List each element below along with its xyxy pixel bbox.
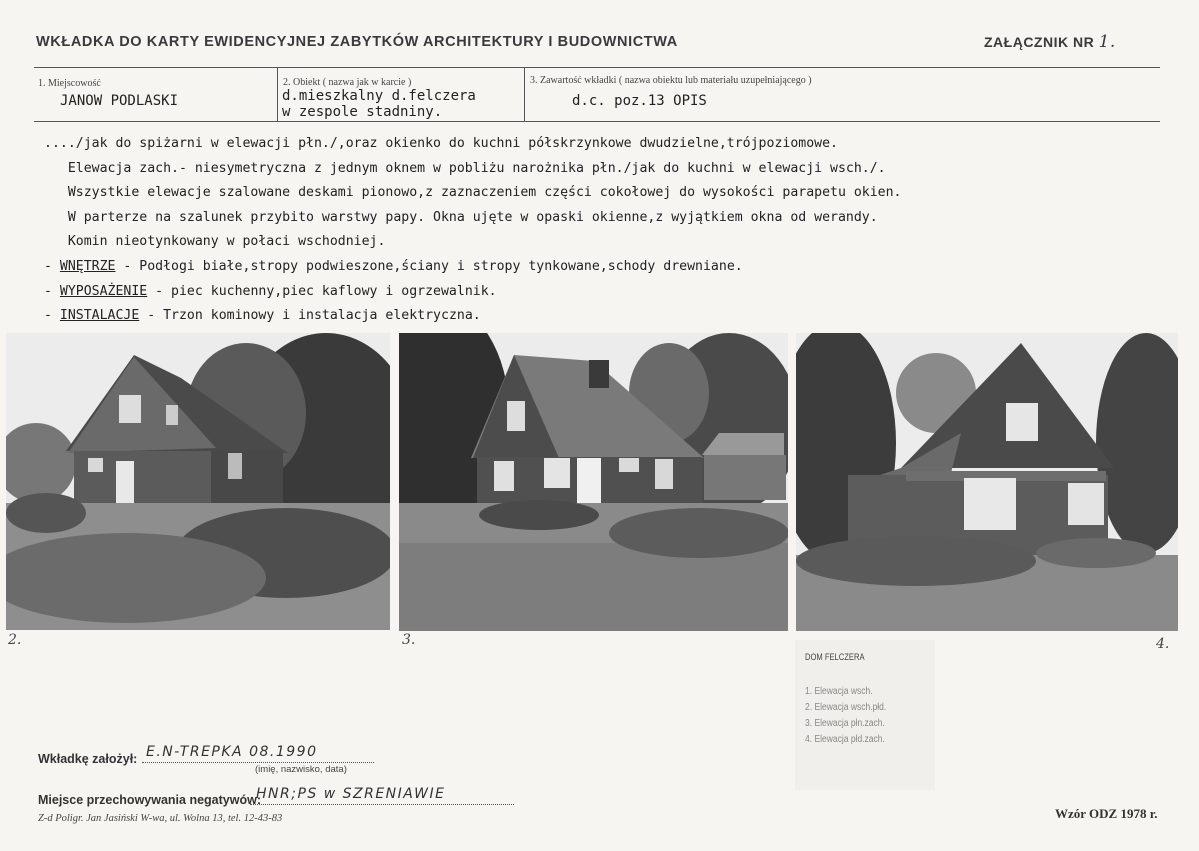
- desc-line-4: W parterze na szalunek przybito warstwy papy. Okna ujęte w opaski okienne,z wyjątkiem okna od werandy.: [44, 209, 878, 225]
- table-divider-2: [524, 68, 525, 121]
- legend-item-4: 4. Elewacja płd.zach.: [805, 734, 885, 745]
- founded-by-label: Wkładkę założył:: [38, 752, 138, 766]
- desc-line-3: Wszystkie elewacje szalowane deskami pionowo,z zaznaczeniem części cokołowej do wysokości parapetu okien.: [44, 185, 902, 201]
- negatives-location-rule: [250, 804, 514, 805]
- legend-title: DOM FELCZERA: [805, 652, 865, 663]
- equipment-text: - piec kuchenny,piec kaflowy i ogrzewalnik.: [147, 283, 497, 299]
- equipment-heading: WYPOSAŻENIE: [59, 283, 148, 299]
- desc-line-8-dash: -: [44, 308, 60, 324]
- annex-label-text: ZAŁĄCZNIK NR: [984, 34, 1095, 50]
- photo-legend: [795, 640, 935, 790]
- photo-number-4: 4.: [1156, 636, 1170, 652]
- desc-line-1: ..../jak do spiżarni w elewacji płn./,oraz okienko do kuchni półskrzynkowe dwudzielne,trójpoziomowe.: [44, 136, 838, 151]
- founded-by-rule: [142, 762, 374, 763]
- content-label: 3. Zawartość wkładki ( nazwa obiektu lub materiału uzupełniającego ): [530, 75, 812, 86]
- interior-heading: WNĘTRZE: [59, 258, 116, 274]
- founded-by-value: E.N-TREPKA 08.1990: [146, 744, 318, 760]
- table-top-rule: [34, 67, 1160, 68]
- description-text: [44, 132, 901, 329]
- legend-item-2: 2. Elewacja wsch.płd.: [805, 702, 887, 713]
- interior-text: - Podłogi białe,stropy podwieszone,ściany i stropy tynkowane,schody drewniane.: [115, 258, 743, 274]
- desc-line-6-dash: -: [44, 258, 60, 274]
- place-label: 1. Miejscowość: [38, 78, 101, 89]
- photo-north-west-elevation: [796, 333, 1178, 631]
- photo-number-2: 2.: [8, 632, 22, 648]
- legend-item-1: 1. Elewacja wsch.: [805, 686, 873, 697]
- photo-east-south-elevation: [399, 333, 788, 631]
- legend-item-3: 3. Elewacja płn.zach.: [805, 718, 885, 729]
- founded-by-caption: (imię, nazwisko, data): [255, 764, 347, 775]
- printer-imprint: Z-d Poligr. Jan Jasiński W-wa, ul. Wolna 13, tel. 12-43-83: [38, 813, 283, 824]
- annex-number: 1.: [1098, 32, 1116, 52]
- table-bottom-rule: [34, 121, 1160, 122]
- photo-east-elevation: [6, 333, 390, 630]
- desc-line-5: Komin nieotynkowany w połaci wschodniej.: [44, 234, 386, 250]
- photo-number-3: 3.: [402, 632, 416, 648]
- object-label: 2. Obiekt ( nazwa jak w karcie ): [283, 77, 412, 88]
- desc-line-7-dash: -: [44, 283, 60, 299]
- object-value-line2: w zespole stadniny.: [282, 104, 443, 120]
- content-value: d.c. poz.13 OPIS: [572, 93, 707, 109]
- form-model: Wzór ODZ 1978 r.: [1055, 806, 1158, 821]
- desc-line-2: Elewacja zach.- niesymetryczna z jednym oknem w pobliżu narożnika płn./jak do kuchni w elewacji wsch./.: [44, 160, 886, 176]
- table-divider-1: [277, 68, 278, 121]
- installations-heading: INSTALACJE: [59, 308, 140, 324]
- object-value-line1: d.mieszkalny d.felczera: [282, 88, 476, 104]
- negatives-location-value: HNR;PS w SZRENIAWIE: [256, 786, 446, 802]
- annex-label: [984, 32, 1116, 52]
- place-value: JANOW PODLASKI: [60, 93, 179, 109]
- installations-text: - Trzon kominowy i instalacja elektryczna.: [139, 308, 481, 324]
- form-title: WKŁADKA DO KARTY EWIDENCYJNEJ ZABYTKÓW ARCHITEKTURY I BUDOWNICTWA: [36, 34, 678, 50]
- negatives-location-label: Miejsce przechowywania negatywów:: [38, 793, 261, 807]
